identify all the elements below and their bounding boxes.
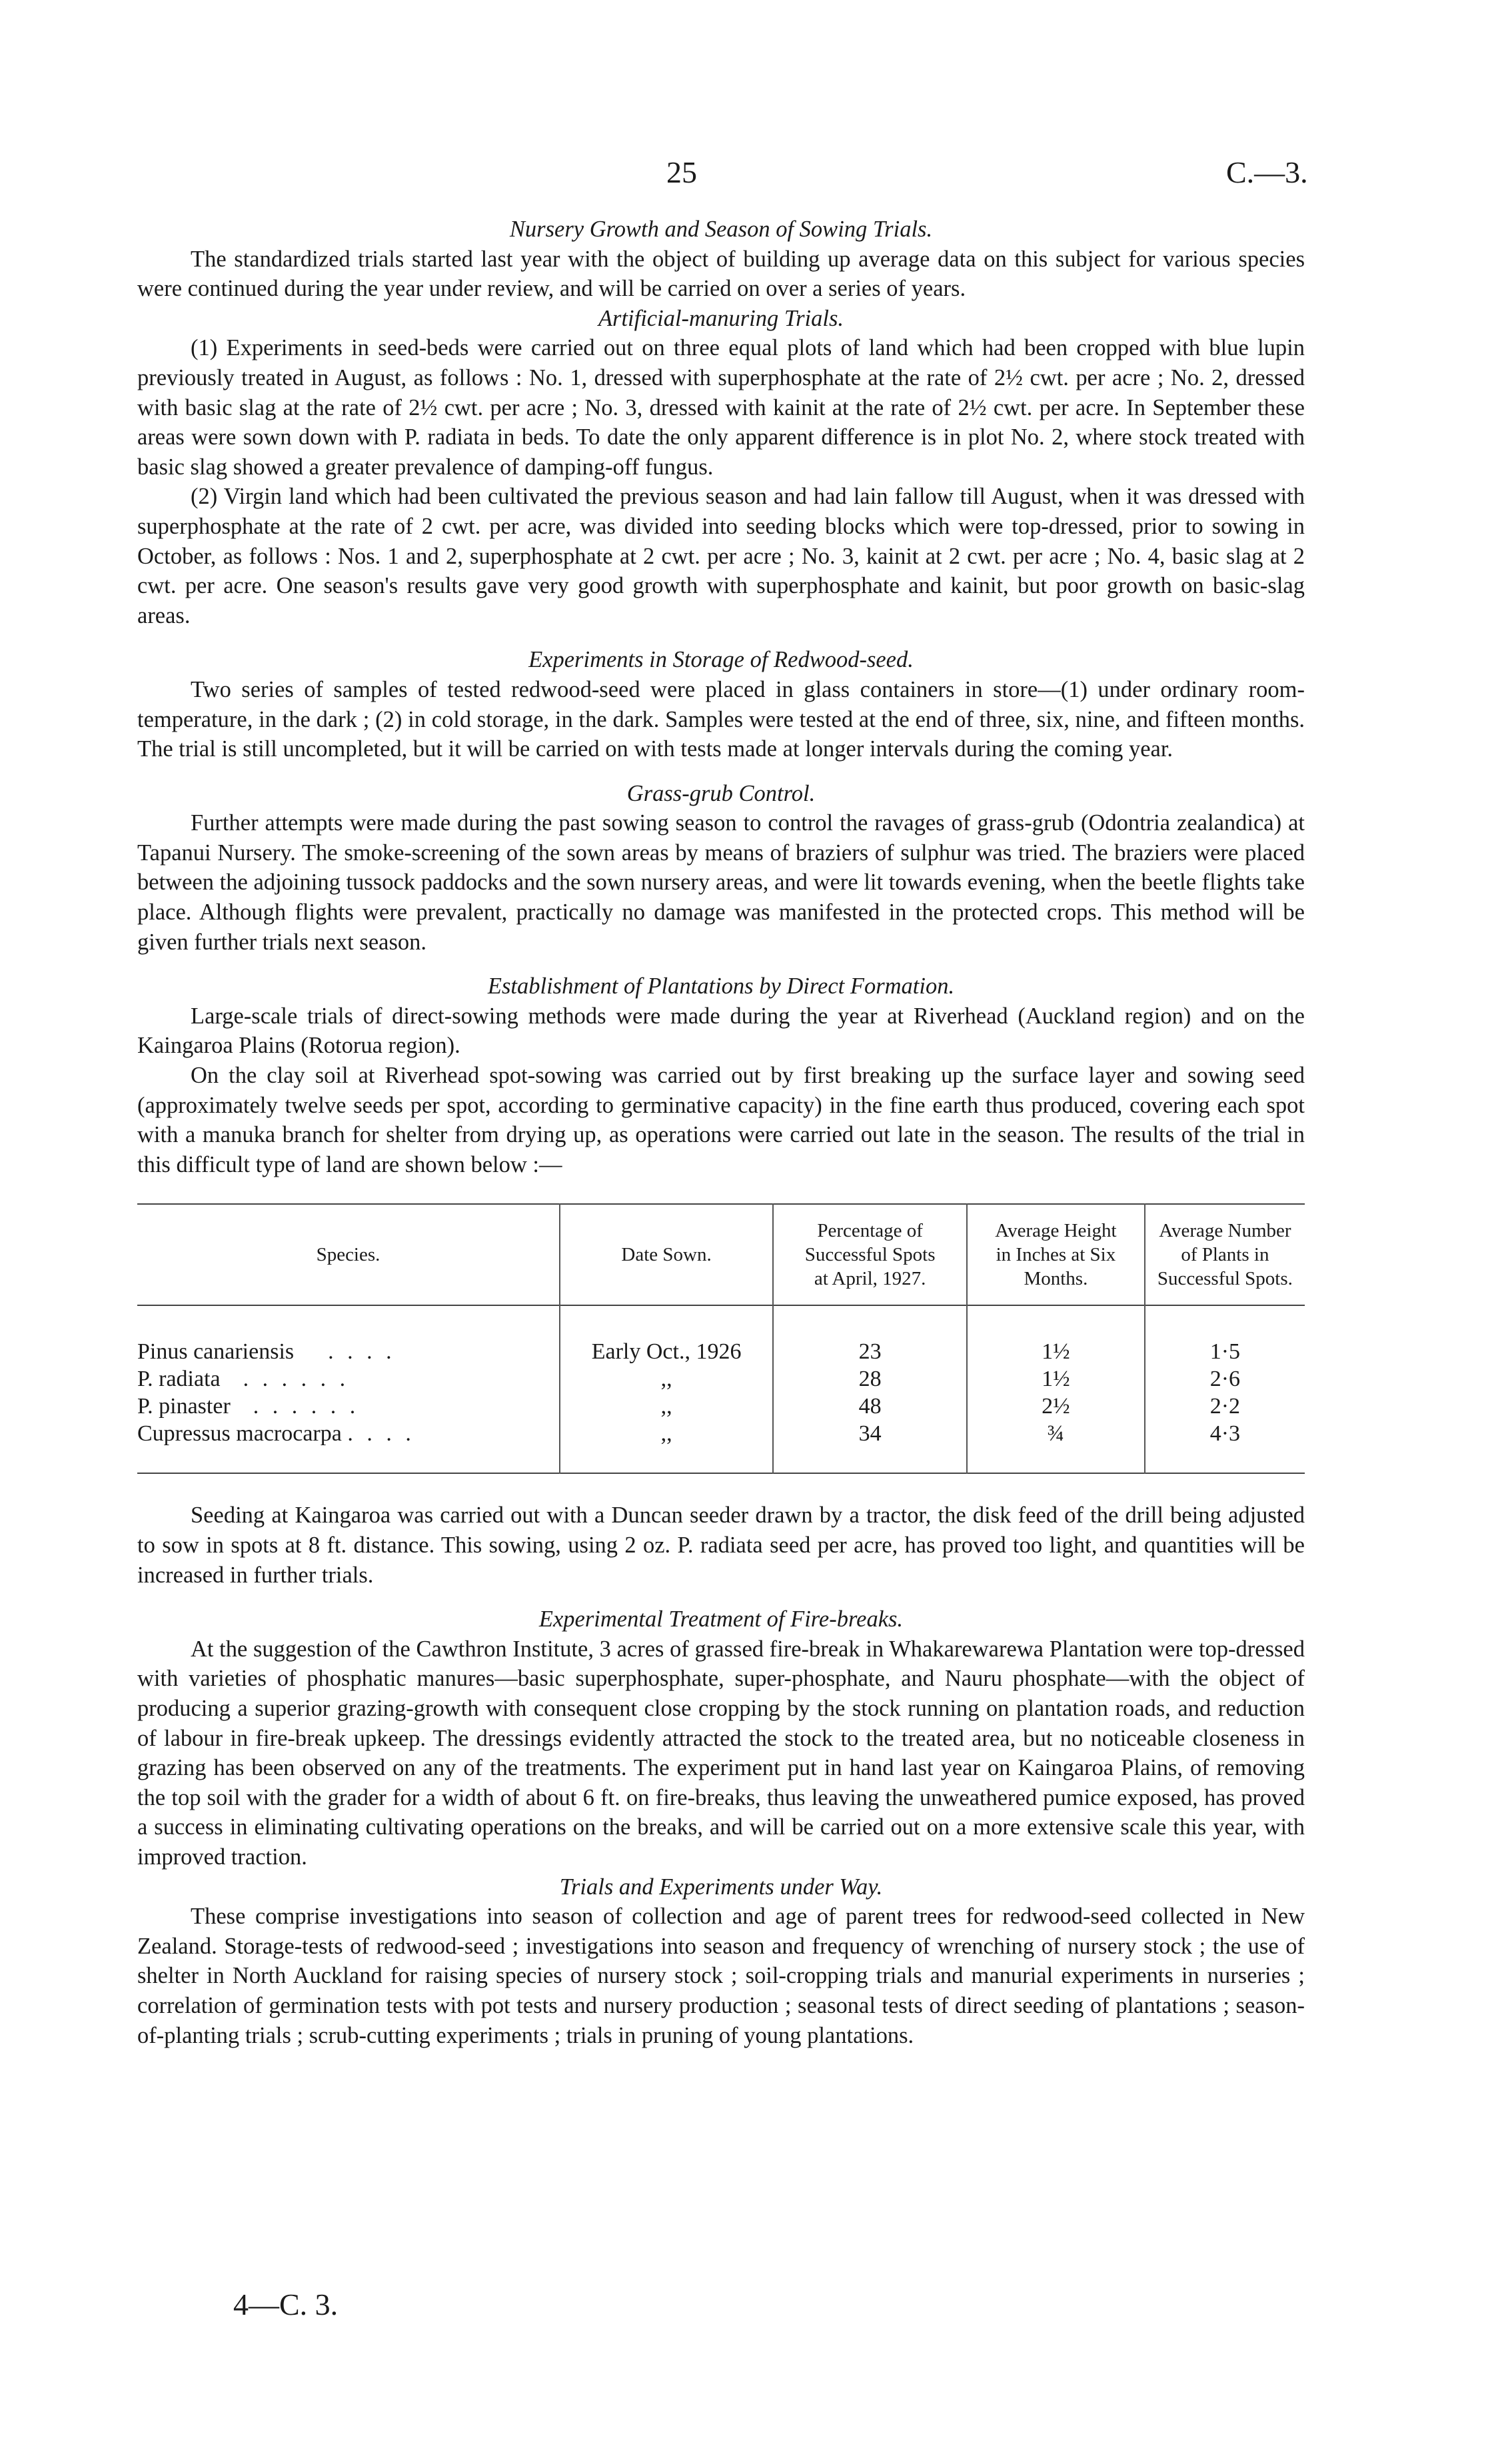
height-cell: 1½ (967, 1305, 1145, 1365)
paragraph-storage: Two series of samples of tested redwood-seed were placed in glass containers in store—(1) under ordinary room-temperature, in the dark ; (2) in cold storage, in the dark. Samples were tested at the end of three, six, nine, and fifteen months. The trial is still uncompleted, but it will be carried on with tests made at longer intervals during the coming year. (137, 676, 1305, 762)
paragraph-manuring-1: (1) Experiments in seed-beds were carried out on three equal plots of land which had been cropped with blue lupin previously treated in August, as follows : No. 1, dressed with superphosphate at the rate of 2½ cwt. per acre ; No. 2, dressed with basic slag at the rate of 2½ cwt. per acre ; No. 3, dressed with kainit at the rate of 2½ cwt. per acre. In September these areas were sown down with P. radiata in beds. To date the only apparent difference is in plot No. 2, where stock treated with basic slag showed a greater prevalence of damping-off fungus. (137, 335, 1305, 480)
document-reference: C.—3. (1226, 155, 1308, 189)
paragraph-firebreaks: At the suggestion of the Cawthron Institute, 3 acres of grassed fire-break in Whakarewarewa Plantation were top-dressed with varieties of phosphatic manures—basic superphosphate, super-phosphate, and Nauru phosphate—with the object of producing a superior grazing-growth with consequent close cropping by the stock running on plantation roads, and reduction of labour in fire-break upkeep. The dressings evidently attracted the stock to the treated area, but no noticeable closeness in grazing has been observed on any of the treatments. The experiment put in hand last year on Kaingaroa Plains, of removing the top soil with the grader for a width of about 6 ft. on fire-breaks, thus leaving the unweathered pumice exposed, has proved a success in eliminating cultivating operations on the breaks, and will be carried out on a more extensive scale this year, with improved traction. (137, 1636, 1305, 1870)
species-cell: Pinus canariensis (137, 1339, 295, 1365)
table-row (137, 1393, 1305, 1420)
header-date-sown: Date Sown. (560, 1204, 773, 1305)
leader-dots: . . . . . . (253, 1394, 360, 1419)
table-row (137, 1420, 1305, 1473)
table-header-row (137, 1204, 1305, 1305)
paragraph-establishment-1: Large-scale trials of direct-sowing methods were made during the year at Riverhead (Auckland region) and on the Kaingaroa Plains (Rotorua region). (137, 1003, 1305, 1059)
date-cell: ,, (560, 1365, 773, 1393)
header-average-number: Average Number of Plants in Successful Spots. (1145, 1204, 1305, 1305)
leader-dots: . . . . (347, 1421, 415, 1447)
table-row (137, 1305, 1305, 1365)
plants-cell: 2·2 (1145, 1393, 1305, 1420)
leader-dots: . . . . . . (243, 1367, 350, 1392)
paragraph-nursery: The standardized trials started last year with the object of building up average data on this subject for various species were continued during the year under review, and will be carried on over a series of years. (137, 246, 1305, 302)
percentage-cell: 23 (773, 1305, 967, 1365)
leader-dots: . . . . (328, 1339, 396, 1365)
heading-underway: Trials and Experiments under Way. (559, 1874, 883, 1900)
paragraph-grassgrub: Further attempts were made during the past sowing season to control the ravages of grass-grub (Odontria zealandica) at Tapanui Nursery. The smoke-screening of the sown areas by means of braziers of sulphur was tried. The braziers were placed between the adjoining tussock paddocks and the sown nursery areas, and were lit towards evening, when the beetle flights take place. Although flights were prevalent, practically no damage was manifested in the protected crops. This method will be given further trials next season. (137, 810, 1305, 955)
page-signature: 4—C. 3. (233, 2287, 339, 2321)
plants-cell: 2·6 (1145, 1365, 1305, 1393)
page-number: 25 (666, 155, 697, 189)
heading-establishment: Establishment of Plantations by Direct Formation. (487, 973, 955, 999)
heading-nursery: Nursery Growth and Season of Sowing Trials. (509, 217, 933, 242)
date-cell: Early Oct., 1926 (560, 1305, 773, 1365)
species-cell: P. pinaster (137, 1394, 231, 1419)
heading-manuring: Artificial-manuring Trials. (598, 305, 844, 331)
species-cell: P. radiata (137, 1367, 221, 1392)
header-average-height: Average Height in Inches at Six Months. (967, 1204, 1145, 1305)
results-table-wrap (137, 1203, 1305, 1474)
heading-storage: Experiments in Storage of Redwood-seed. (528, 647, 914, 673)
percentage-cell: 28 (773, 1365, 967, 1393)
header-species: Species. (316, 1244, 380, 1266)
height-cell: 2½ (967, 1393, 1145, 1420)
height-cell: 1½ (967, 1365, 1145, 1393)
page-content (137, 215, 1305, 2050)
plants-cell: 1·5 (1145, 1305, 1305, 1365)
header-percentage: Percentage of Successful Spots at April, 1927. (773, 1204, 967, 1305)
paragraph-underway: These comprise investigations into season of collection and age of parent trees for redwood-seed collected in New Zealand. Storage-tests of redwood-seed ; investigations into season and frequency of wrenching of nursery stock ; the use of shelter in North Auckland for raising species of nursery stock ; soil-cropping trials and manurial experiments in nurseries ; correlation of germination tests with pot tests and nursery production ; seasonal tests of direct seeding of plantations ; season-of-planting trials ; scrub-cutting experiments ; trials in pruning of young plantations. (137, 1904, 1305, 2048)
date-cell: ,, (560, 1420, 773, 1473)
results-table (137, 1203, 1305, 1474)
paragraph-establishment-3: Seeding at Kaingaroa was carried out with a Duncan seeder drawn by a tractor, the disk feed of the drill being adjusted to sow in spots at 8 ft. distance. This sowing, using 2 oz. P. radiata seed per acre, has proved too light, and quantities will be increased in further trials. (137, 1503, 1305, 1588)
height-cell: ¾ (967, 1420, 1145, 1473)
paragraph-establishment-2: On the clay soil at Riverhead spot-sowing was carried out by first breaking up the surface layer and sowing seed (approximately twelve seeds per spot, according to germinative capacity) in the fine earth thus produced, covering each spot with a manuka branch for shelter from drying up, as operations were carried out late in the season. The results of the trial in this difficult type of land are shown below :— (137, 1063, 1305, 1177)
heading-grassgrub: Grass-grub Control. (626, 780, 816, 806)
percentage-cell: 48 (773, 1393, 967, 1420)
date-cell: ,, (560, 1393, 773, 1420)
table-row (137, 1365, 1305, 1393)
heading-firebreaks: Experimental Treatment of Fire-breaks. (538, 1606, 904, 1632)
paragraph-manuring-2: (2) Virgin land which had been cultivated the previous season and had lain fallow till August, when it was dressed with superphosphate at the rate of 2 cwt. per acre, was divided into seeding blocks which were top-dressed, prior to sowing in October, as follows : Nos. 1 and 2, superphosphate at 2 cwt. per acre ; No. 3, kainit at 2 cwt. per acre ; No. 4, basic slag at 2 cwt. per acre. One season's results gave very good growth with superphosphate and kainit, but poor growth on basic-slag areas. (137, 484, 1305, 628)
percentage-cell: 34 (773, 1420, 967, 1473)
species-cell: Cupressus macrocarpa (137, 1421, 342, 1447)
plants-cell: 4·3 (1145, 1420, 1305, 1473)
